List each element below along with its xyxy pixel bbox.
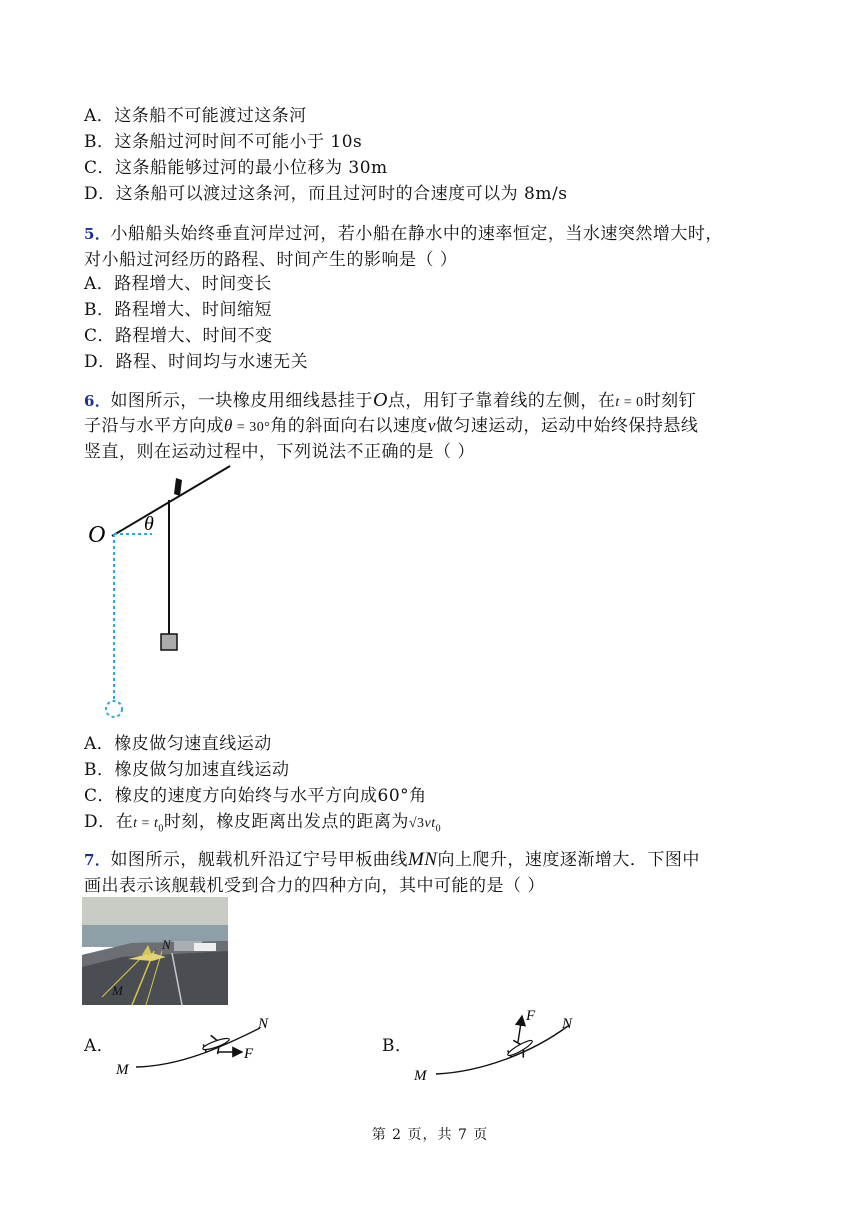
q5-option-a: A．路程增大、时间变长 (84, 274, 272, 294)
svg-text:M: M (414, 1068, 427, 1084)
q5-stem-line1: 5．小船船头始终垂直河岸过河，若小船在静水中的速率恒定，当水速突然增大时， (84, 224, 723, 244)
svg-text:N: N (258, 1016, 269, 1032)
q7-number: 7． (84, 851, 111, 869)
page-footer: 第 2 页，共 7 页 (371, 1127, 489, 1143)
q6-stem-line1: 6．如图所示，一块橡皮用细线悬挂于O点，用钉子靠着线的左侧，在t = 0时刻钉 (84, 389, 697, 411)
q6-stem-line3: 竖直，则在运动过程中，下列说法不正确的是（ ） (84, 442, 475, 462)
curve-MN (436, 1026, 568, 1074)
svg-text:F: F (244, 1046, 254, 1062)
svg-text:F: F (526, 1008, 536, 1024)
svg-text:N: N (562, 1016, 573, 1032)
q7-stem-line2: 画出表示该舰载机受到合力的四种方向，其中可能的是（ ） (84, 876, 545, 896)
q6-number: 6． (84, 392, 111, 410)
force-arrow (518, 1016, 522, 1042)
q7-option-a-letter: A． (84, 1036, 115, 1056)
q6-pendulum-figure (80, 462, 250, 724)
q5-number: 5． (84, 225, 111, 243)
dotted-initial-position (106, 701, 122, 717)
q4-option-d: D．这条船可以渡过这条河，而且过河时的合速度可以为 8m/s (84, 184, 568, 204)
q6-option-a: A．橡皮做匀速直线运动 (84, 734, 272, 754)
q4-option-a: A．这条船不可能渡过这条河 (84, 106, 307, 126)
q6-option-d: D．在$t = t_0$时刻，橡皮距离出发点的距离为$√3vt_0$ (84, 812, 442, 835)
q5-option-c: C．路程增大、时间不变 (84, 326, 273, 346)
q4-option-c: C．这条船能够过河的最小位移为 30m (84, 158, 388, 178)
q5-option-d: D．路程、时间均与水速无关 (84, 352, 309, 372)
label-O: O (88, 522, 106, 548)
label-theta: θ (144, 513, 154, 535)
incline-line (112, 466, 230, 536)
curve-MN (136, 1028, 260, 1067)
svg-text:M: M (116, 1062, 129, 1078)
carrier-deck-photo (82, 897, 228, 1005)
q5-option-b: B．路程增大、时间缩短 (84, 300, 272, 320)
q7-stem-line1: 7．如图所示，舰载机歼沿辽宁号甲板曲线MN向上爬升，速度逐渐增大．下图中 (84, 849, 700, 870)
q6-stem-line2: 子沿与水平方向成θ = 30°角的斜面向右以速度v做匀速运动，运动中始终保持悬线 (84, 416, 699, 436)
q6-option-b: B．橡皮做匀加速直线运动 (84, 760, 290, 780)
q7-option-b-figure (410, 1004, 590, 1088)
nail-icon (174, 478, 182, 496)
q6-option-c: C．橡皮的速度方向始终与水平方向成60°角 (84, 786, 427, 806)
q5-stem-line2: 对小船过河经历的路程、时间产生的影响是（ ） (84, 250, 458, 270)
q4-option-b: B．这条船过河时间不可能小于 10s (84, 132, 363, 152)
q7-option-b-letter: B． (382, 1036, 413, 1056)
svg-text:N: N (162, 937, 171, 952)
svg-text:M: M (112, 983, 123, 998)
eraser-block (161, 634, 177, 650)
q7-option-a-figure (110, 1010, 280, 1082)
